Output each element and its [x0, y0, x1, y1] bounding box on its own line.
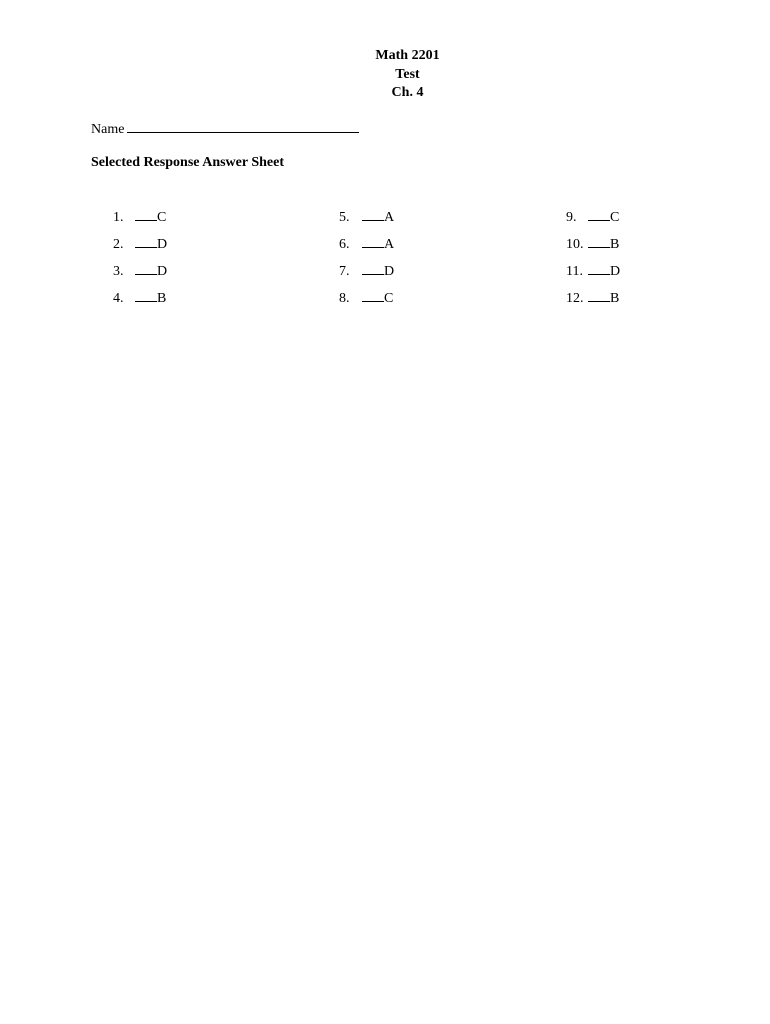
test-type: Test [395, 66, 420, 82]
answer-letter: C [157, 210, 167, 225]
answer-item [113, 261, 167, 281]
answer-blank[interactable] [588, 261, 610, 275]
answer-blank[interactable] [135, 261, 157, 275]
answer-blank[interactable] [588, 234, 610, 248]
answer-number: 2. [113, 237, 124, 252]
chapter-label: Ch. 4 [391, 85, 424, 100]
answer-item [113, 207, 166, 227]
answer-blank[interactable] [135, 207, 157, 221]
answer-item [566, 261, 620, 281]
answer-number: 7. [339, 264, 350, 279]
answer-letter: D [157, 264, 168, 279]
name-label: Name [91, 122, 125, 137]
answer-blank[interactable] [135, 234, 157, 248]
answer-letter: B [157, 291, 167, 306]
answer-number: 1. [113, 210, 124, 225]
answer-blank[interactable] [362, 261, 384, 275]
answer-letter: A [384, 237, 395, 252]
answer-blank[interactable] [588, 207, 610, 221]
answer-number: 10. [566, 237, 584, 252]
answer-item [113, 288, 166, 308]
answer-grid [0, 0, 770, 400]
answer-number: 5. [339, 210, 350, 225]
answer-letter: D [610, 264, 621, 279]
answer-letter: C [384, 291, 394, 306]
answer-number: 3. [113, 264, 124, 279]
answer-letter: B [610, 291, 620, 306]
answer-letter: D [384, 264, 395, 279]
answer-blank[interactable] [362, 207, 384, 221]
answer-blank[interactable] [362, 288, 384, 302]
answer-item [113, 234, 167, 254]
answer-item [339, 288, 393, 308]
answer-item [339, 234, 394, 254]
answer-item [566, 288, 619, 308]
answer-number: 11. [566, 264, 583, 279]
answer-number: 4. [113, 291, 124, 306]
answer-item [339, 261, 394, 281]
answer-blank[interactable] [362, 234, 384, 248]
answer-blank[interactable] [588, 288, 610, 302]
answer-item [566, 234, 619, 254]
answer-item [566, 207, 619, 227]
answer-blank[interactable] [135, 288, 157, 302]
answer-number: 12. [566, 291, 584, 306]
answer-letter: C [610, 210, 620, 225]
answer-number: 6. [339, 237, 350, 252]
answer-letter: D [157, 237, 168, 252]
answer-item [339, 207, 394, 227]
section-heading: Selected Response Answer Sheet [91, 155, 285, 170]
course-title: Math 2201 [375, 48, 440, 63]
answer-letter: B [610, 237, 620, 252]
answer-letter: A [384, 210, 395, 225]
answer-number: 8. [339, 291, 350, 306]
answer-number: 9. [566, 210, 577, 225]
